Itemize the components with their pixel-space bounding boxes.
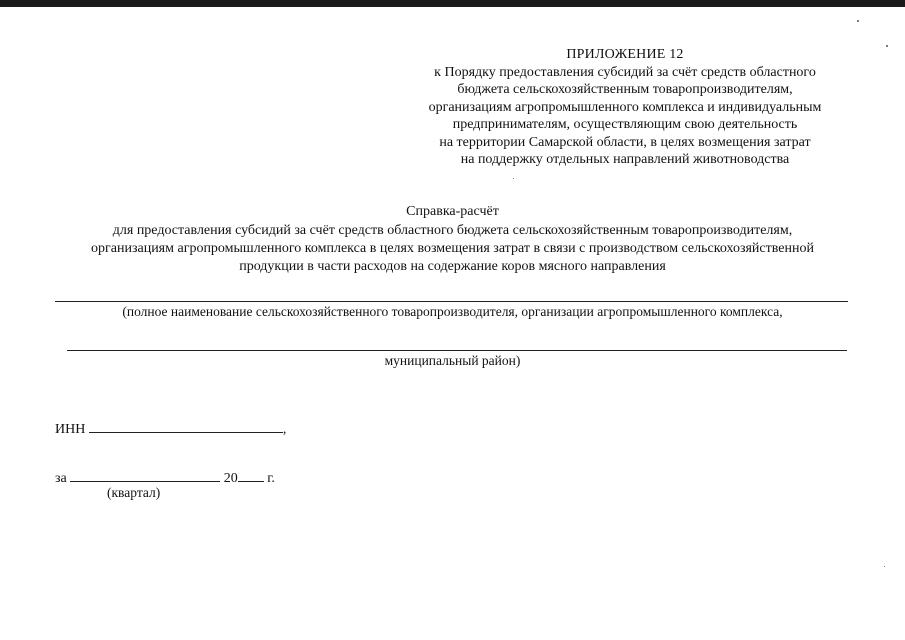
period-row [55, 469, 275, 487]
quarter-field[interactable] [70, 469, 220, 482]
scan-speck [857, 20, 859, 22]
year-prefix: 20 [223, 471, 238, 486]
scan-speck [886, 45, 888, 47]
scan-speck [884, 566, 885, 567]
appendix-line: на территории Самарской области, в целях возмещения затрат [439, 134, 811, 150]
organization-name-caption: (полное наименование сельскохозяйственного товаропроизводителя, организации агропромышленного комплекса, [122, 304, 783, 319]
appendix-line: организациям агропромышленного комплекса и индивидуальным [428, 99, 822, 115]
appendix-line: бюджета сельскохозяйственным товаропроизводителям, [457, 82, 793, 97]
municipal-district-caption: муниципальный район) [384, 353, 521, 368]
appendix-line: на поддержку отдельных направлений животноводства [460, 152, 790, 167]
municipal-district-field[interactable] [67, 350, 847, 351]
inn-suffix: , [282, 422, 287, 437]
scan-speck [513, 178, 514, 179]
quarter-caption: (квартал) [107, 485, 161, 500]
year-field[interactable] [238, 469, 264, 482]
year-suffix: г. [267, 471, 275, 486]
form-subtitle-line: продукции в части расходов на содержание коров мясного направления [239, 259, 666, 274]
period-prefix: за [55, 471, 67, 486]
appendix-line: предпринимателям, осуществляющим свою деятельность [452, 117, 798, 132]
form-title: Справка-расчёт [406, 204, 499, 219]
scan-top-border [0, 0, 905, 7]
appendix-line: к Порядку предоставления субсидий за счёт средств областного [434, 64, 816, 80]
inn-field[interactable] [89, 420, 283, 433]
form-subtitle-line: для предоставления субсидий за счёт средств областного бюджета сельскохозяйственным товаропроизводителям, [112, 223, 793, 238]
appendix-header [400, 46, 850, 169]
form-subtitle-line: организациям агропромышленного комплекса в целях возмещения затрат в связи с производством сельскохозяйственной [91, 241, 814, 256]
inn-label: ИНН [55, 422, 86, 437]
form-title-block [40, 203, 865, 276]
inn-row [55, 420, 286, 438]
organization-name-field[interactable] [55, 301, 848, 302]
appendix-heading: ПРИЛОЖЕНИЕ 12 [566, 47, 684, 62]
